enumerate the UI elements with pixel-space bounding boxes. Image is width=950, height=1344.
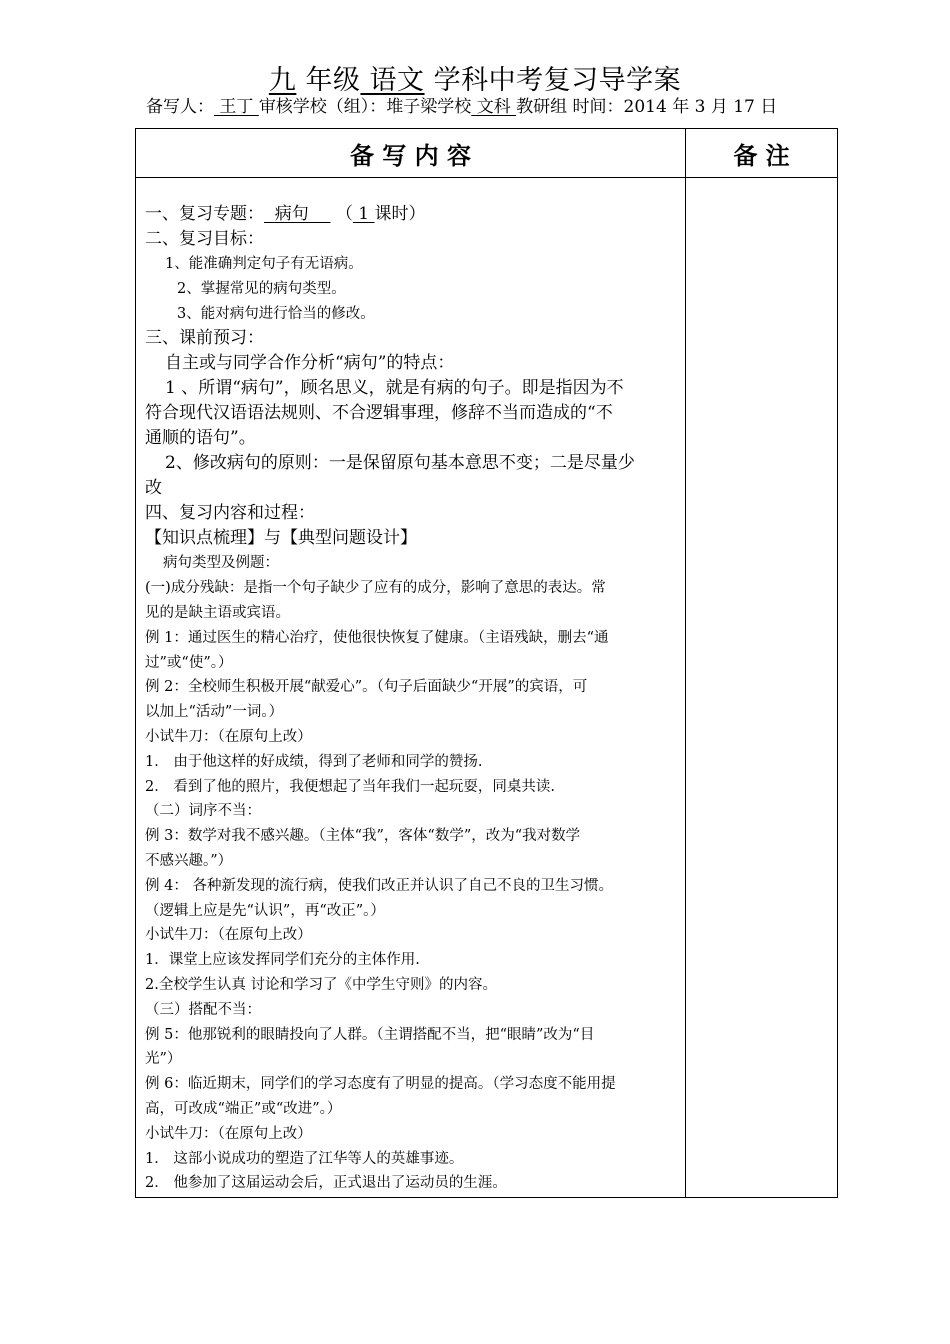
knowledge-title: 【知识点梳理】与【典型问题设计】 [145, 528, 417, 549]
table-header-row [136, 129, 838, 178]
topic-line [145, 202, 677, 227]
meta-line [146, 96, 777, 118]
grade-suffix: 年级 [296, 65, 361, 96]
practice1-q1: 1． 由于他这样的好成绩，得到了老师和同学的赞扬. [145, 753, 483, 770]
topic-value: 病句 [264, 204, 331, 224]
grade-blank: 九 [268, 65, 297, 96]
process-title: 四、复习内容和过程： [145, 503, 315, 524]
preview-p2-line1: 2、修改病句的原则：一是保留原句基本意思不变；二是尽量少 [165, 453, 635, 474]
example1-line1: 例 1：通过医生的精心治疗，使他很快恢复了健康。（主语残缺，删去“通 [145, 629, 609, 646]
subject-blank: 语文 [360, 65, 425, 96]
example2-line1: 例 2：全校师生积极开展“献爱心”。（句子后面缺少“开展”的宾语，可 [145, 679, 588, 696]
goal-1: 1、能准确判定句子有无语病。 [165, 256, 363, 272]
practice2-q2: 2.全校学生认真 讨论和学习了《中学生守则》的内容。 [145, 976, 497, 993]
preview-p1-line2: 符合现代汉语语法规则、不合逻辑事理，修辞不当而造成的“不 [145, 403, 613, 424]
goals-title: 二、复习目标： [145, 229, 264, 249]
notes-cell [686, 178, 838, 1198]
content-cell [136, 178, 686, 1198]
author-name: 王丁 [214, 97, 259, 117]
topic-hours: 1 [352, 204, 375, 224]
example4-line2: （逻辑上应是先“认识”，再“改正”。） [145, 902, 385, 919]
type2-title: （二）词序不当： [145, 803, 261, 820]
practice2-title: 小试牛刀：（在原句上改） [145, 927, 312, 944]
example2-line2: 以加上“活动”一词。） [145, 704, 284, 721]
author-label: 备写人： [146, 97, 214, 117]
topic-paren-close: 课时） [374, 204, 426, 224]
practice2-q1: 1．课堂上应该发挥同学们充分的主体作用. [145, 952, 420, 969]
table-body-row [136, 178, 838, 1198]
example6-line1: 例 6：临近期末，同学们的学习态度有了明显的提高。（学习态度不能用提 [145, 1076, 616, 1093]
example1-line2: 过”或“使”。） [145, 654, 233, 671]
preview-intro: 自主或与同学合作分析“病句”的特点： [165, 353, 455, 374]
practice1-q2: 2． 看到了他的照片，我便想起了当年我们一起玩耍，同桌共读. [145, 778, 555, 795]
preview-p2-line2: 改 [145, 478, 162, 499]
group-and-date: 教研组 时间：2014 年 3 月 17 日 [516, 97, 778, 117]
title-rest: 学科中考复习导学案 [424, 65, 682, 96]
notes-column-header: 备 注 [686, 129, 838, 178]
example4-line1: 例 4： 各种新发现的流行病，使我们改正并认识了自己不良的卫生习惯。 [145, 877, 613, 894]
practice1-title: 小试牛刀：（在原句上改） [145, 728, 312, 745]
group-name: 文科 [471, 97, 517, 117]
goal-2: 2、掌握常见的病句类型。 [177, 280, 346, 297]
goal-3: 3、能对病句进行恰当的修改。 [177, 305, 375, 322]
preview-title: 三、课前预习： [145, 328, 264, 349]
practice3-title: 小试牛刀：（在原句上改） [145, 1125, 312, 1142]
example5-line2: 光”） [145, 1051, 182, 1068]
type1-line2: 见的是缺主语或宾语。 [145, 604, 290, 621]
preview-p1-line1: 1 、所谓“病句”，顾名思义，就是有病的句子。即是指因为不 [165, 378, 624, 399]
example3-line2: 不感兴趣。”） [145, 852, 233, 869]
content-column-header: 备 写 内 容 [136, 129, 686, 178]
topic-label: 一、复习专题： [145, 204, 264, 224]
topic-paren-open: （ [330, 204, 353, 224]
type1-line1: (一)成分残缺：是指一个句子缺少了应有的成分，影响了意思的表达。常 [145, 580, 606, 597]
example3-line1: 例 3：数学对我不感兴趣。（主体“我”，客体“数学”，改为“我对数学 [145, 828, 581, 845]
practice3-q2: 2． 他参加了这届运动会后，正式退出了运动员的生涯。 [145, 1175, 507, 1192]
example5-line1: 例 5：他那锐利的眼睛投向了人群。（主谓搭配不当，把“眼睛”改为“目 [145, 1026, 595, 1043]
page-title [0, 64, 950, 98]
lesson-plan-table [135, 128, 838, 1198]
review-school: 审核学校（组）：堆子梁学校 [258, 97, 472, 117]
type3-title: （三）搭配不当： [145, 1001, 261, 1018]
example6-line2: 高，可改成“端正”或“改进”。） [145, 1100, 342, 1117]
preview-p1-line3: 通顺的语句”。 [145, 428, 256, 449]
types-title: 病句类型及例题： [163, 555, 279, 572]
practice3-q1: 1． 这部小说成功的塑造了江华等人的英雄事迹。 [145, 1150, 464, 1167]
